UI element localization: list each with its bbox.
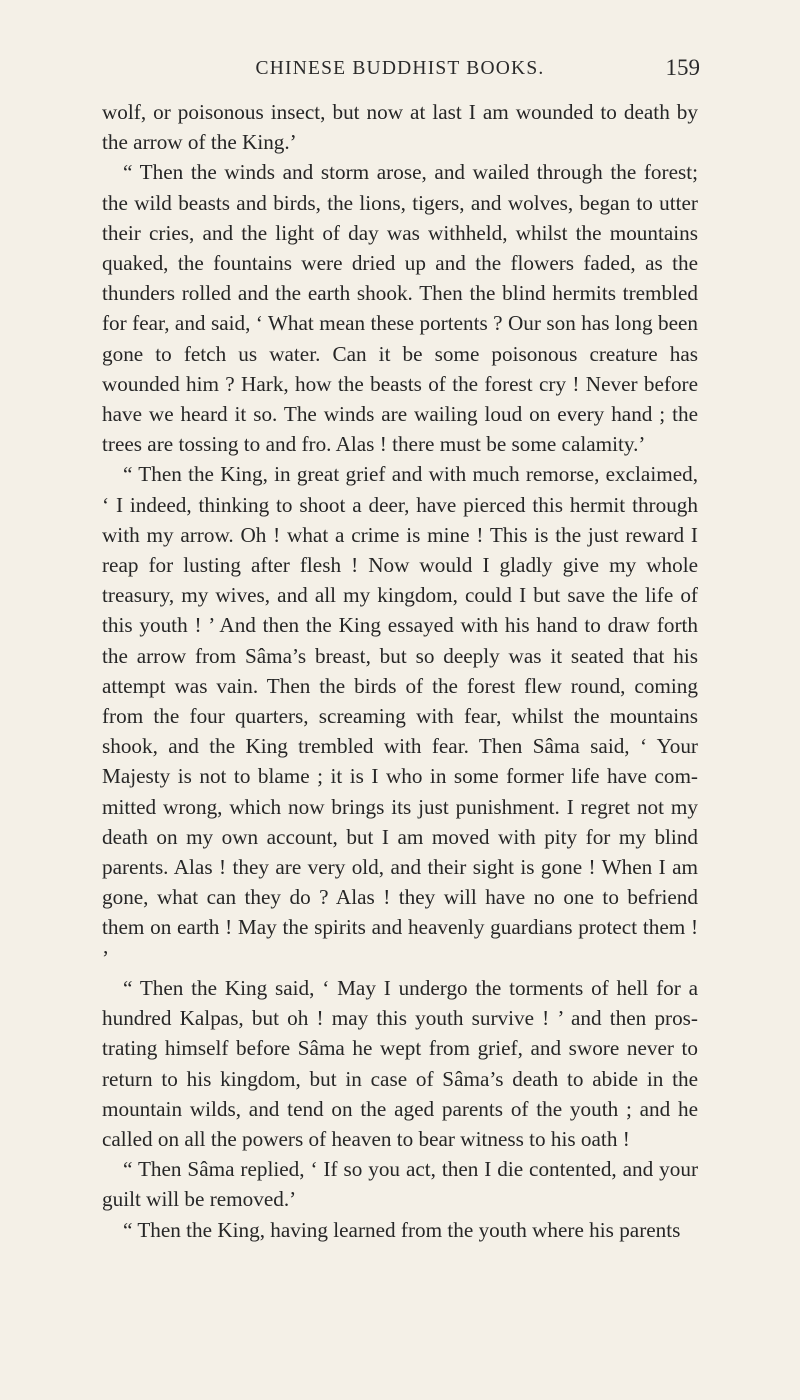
paragraph: “ Then Sâma replied, ‘ If so you act, then I die contented, and your guilt will be removed.’	[102, 1157, 698, 1212]
paragraph: “ Then the King said, ‘ May I undergo the torments of hell for a hundred Kalpas, but oh ! may this youth survive ! ’ and then pros- trating himself before Sâma he wept from grief, and swore never to return to his kingdom, but in case of Sâma’s death to abide in the mountain wilds, and tend on the aged parents of the youth ; and he called on all the powers of heaven to bear witness to his oath !	[102, 975, 698, 1151]
page-number: 159	[665, 55, 700, 80]
paragraph-continuation: wolf, or poisonous insect, but now at last I am wounded to death by the arrow of the King.’	[102, 100, 698, 155]
paragraph: “ Then the King, in great grief and with much remorse, exclaimed, ‘ I indeed, thinking to shoot a deer, have pierced this hermit through with my arrow. Oh ! what a crime is mine ! This is the just reward I reap for lusting after flesh ! Now would I gladly give my whole treasury, my wives, and all my kingdom, could I but save the life of this youth ! ’ And then the King essayed with his hand to draw forth the arrow from Sâma’s breast, but so deeply was it seated that his attempt was vain. Then the birds of the forest flew round, coming from the four quarters, screaming with fear, whilst the mountains shook, and the King trembled with fear. Then Sâma said, ‘ Your Majesty is not to blame ; it is I who in some former life have com- mitted wrong, which now brings its just punishment. I regret not my death on my own account, but I am moved with pity for my blind parents. Alas ! they are very old, and their sight is gone ! When I am gone, what can they do ? Alas ! they will have no one to befriend them on earth ! May the spirits and heavenly guardians protect them ! ’	[102, 462, 698, 970]
paragraph: “ Then the King, having learned from the youth where his parents	[123, 1217, 681, 1242]
running-title: CHINESE BUDDHIST BOOKS.	[255, 58, 545, 79]
paragraph: “ Then the winds and storm arose, and wailed through the forest; the wild beasts and birds, the lions, tigers, and wolves, began to utter their cries, and the light of day was withheld, whilst the mountains quaked, the fountains were dried up and the flowers faded, as the thunders rolled and the earth shook. Then the blind hermits trembled for fear, and said, ‘ What mean these portents ? Our son has long been gone to fetch us water. Can it be some poisonous creature has wounded him ? Hark, how the beasts of the forest cry ! Never before have we heard it so. The winds are wailing loud on every hand ; the trees are tossing to and fro. Alas ! there must be some calamity.’	[102, 160, 698, 457]
page-header	[102, 50, 698, 90]
body-text	[102, 97, 698, 1245]
